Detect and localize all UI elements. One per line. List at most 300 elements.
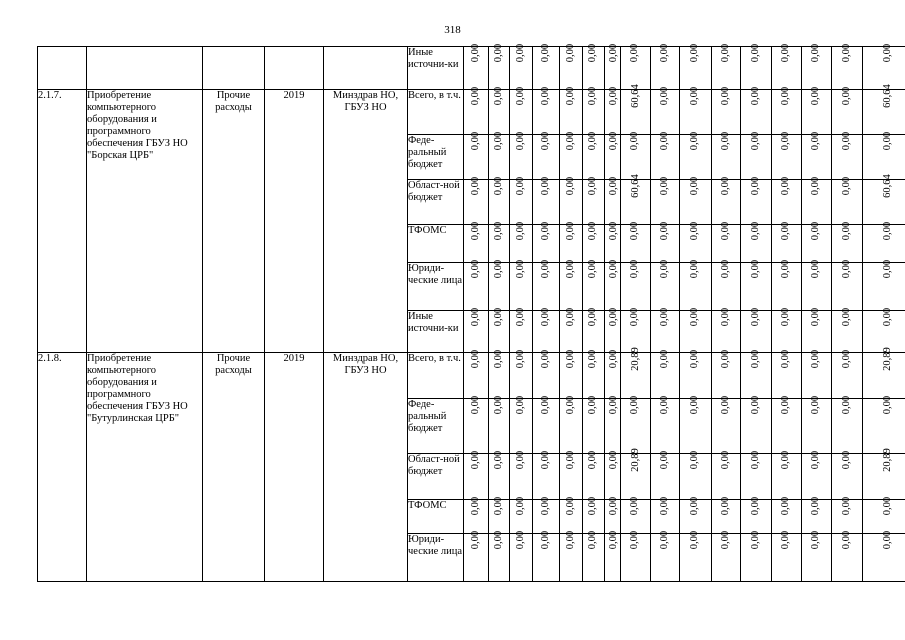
- item-executor: Минздрав НО, ГБУЗ НО: [324, 353, 408, 582]
- value-cell: [489, 259, 510, 311]
- value-text: 0,00: [565, 450, 576, 470]
- value-cell: [533, 131, 560, 180]
- value-text: 0,00: [540, 86, 551, 106]
- value-text: 0,00: [659, 176, 670, 196]
- value-cell: [464, 43, 489, 90]
- value-cell: [802, 450, 832, 500]
- value-cell: [583, 395, 605, 454]
- value-text: 0,00: [659, 86, 670, 106]
- value-cell: [489, 86, 510, 135]
- value-cell: [863, 84, 905, 135]
- value-text: 0,00: [750, 530, 761, 550]
- source-cell: Иные источни-ки: [408, 47, 464, 90]
- value-text: 0,00: [720, 259, 731, 279]
- value-cell: [832, 131, 863, 180]
- value-text: 0,00: [780, 221, 792, 241]
- value-text: 0,00: [882, 496, 893, 516]
- value-cell: [772, 43, 802, 90]
- value-text: 0,00: [720, 43, 731, 63]
- value-cell: [832, 307, 863, 353]
- value-cell: [560, 43, 583, 90]
- value-text: 0,00: [470, 496, 481, 516]
- value-cell: [863, 221, 905, 263]
- value-cell: [680, 86, 712, 135]
- source-cell: Феде-ральный бюджет: [408, 135, 464, 180]
- budget-table-body: [38, 43, 905, 582]
- value-text: 0,00: [720, 221, 731, 241]
- value-text: 0,00: [629, 496, 641, 516]
- value-text: 0,00: [750, 131, 761, 151]
- value-cell: [621, 221, 651, 263]
- value-text: 0,00: [565, 176, 576, 196]
- value-cell: [560, 86, 583, 135]
- value-text: 0,00: [540, 349, 551, 369]
- value-cell: [464, 86, 489, 135]
- value-cell: [560, 395, 583, 454]
- value-text: 0,00: [810, 496, 822, 516]
- value-text: 0,00: [841, 43, 852, 63]
- value-cell: [605, 307, 621, 353]
- source-cell: Юриди-ческие лица: [408, 534, 464, 582]
- value-text: 0,00: [540, 176, 551, 196]
- value-text: 0,00: [608, 176, 620, 196]
- value-text: 0,00: [659, 131, 670, 151]
- value-cell: [680, 530, 712, 582]
- value-cell: [583, 496, 605, 534]
- value-text: 0,00: [629, 307, 641, 327]
- value-text: 0,00: [689, 221, 701, 241]
- value-text: 0,00: [565, 221, 576, 241]
- value-text: 0,00: [810, 307, 822, 327]
- value-text: 0,00: [689, 43, 701, 63]
- value-cell: [712, 43, 741, 90]
- value-text: 0,00: [689, 307, 701, 327]
- value-text: 0,00: [720, 530, 731, 550]
- value-text: 0,00: [608, 530, 620, 550]
- value-cell: [802, 221, 832, 263]
- value-text: 0,00: [629, 259, 641, 279]
- value-cell: [510, 395, 533, 454]
- value-text: 60,64: [629, 174, 641, 198]
- value-text: 0,00: [810, 450, 822, 470]
- value-cell: [802, 307, 832, 353]
- value-cell: [583, 349, 605, 399]
- value-cell: [489, 131, 510, 180]
- value-text: 0,00: [882, 307, 893, 327]
- value-text: 0,00: [810, 86, 822, 106]
- value-text: 0,00: [493, 450, 504, 470]
- value-text: 0,00: [515, 450, 526, 470]
- value-cell: [533, 221, 560, 263]
- value-text: 0,00: [882, 530, 893, 550]
- value-cell: [832, 86, 863, 135]
- value-cell: [605, 395, 621, 454]
- value-text: 0,00: [493, 530, 504, 550]
- value-cell: [560, 307, 583, 353]
- value-cell: [533, 450, 560, 500]
- value-cell: [510, 259, 533, 311]
- value-text: 0,00: [750, 176, 761, 196]
- value-cell: [680, 349, 712, 399]
- value-text: 0,00: [587, 176, 599, 196]
- value-cell: [489, 530, 510, 582]
- value-text: 0,00: [629, 221, 641, 241]
- value-cell: [621, 347, 651, 399]
- value-text: 0,00: [750, 86, 761, 106]
- value-text: 0,00: [841, 176, 852, 196]
- value-cell: [712, 307, 741, 353]
- empty-cell: [203, 47, 265, 90]
- value-text: 0,00: [587, 221, 599, 241]
- value-text: 0,00: [720, 349, 731, 369]
- value-text: 0,00: [629, 395, 641, 415]
- value-cell: [583, 43, 605, 90]
- value-text: 0,00: [470, 395, 481, 415]
- value-cell: [741, 450, 772, 500]
- value-cell: [583, 259, 605, 311]
- value-cell: [464, 221, 489, 263]
- value-cell: [510, 307, 533, 353]
- value-text: 0,00: [540, 395, 551, 415]
- value-cell: [560, 450, 583, 500]
- value-text: 0,00: [608, 221, 620, 241]
- table-row: [38, 353, 905, 399]
- value-text: 0,00: [565, 395, 576, 415]
- value-text: 0,00: [493, 496, 504, 516]
- value-cell: [533, 259, 560, 311]
- value-cell: [863, 174, 905, 225]
- value-text: 0,00: [659, 307, 670, 327]
- value-text: 0,00: [540, 259, 551, 279]
- page-number: 318: [444, 24, 461, 36]
- value-cell: [712, 496, 741, 534]
- value-text: 0,00: [493, 221, 504, 241]
- source-cell: Всего, в т.ч.: [408, 90, 464, 135]
- item-type: Прочие расходы: [203, 90, 265, 353]
- value-text: 0,00: [608, 496, 620, 516]
- value-text: 0,00: [780, 86, 792, 106]
- value-cell: [802, 176, 832, 225]
- value-cell: [464, 259, 489, 311]
- value-cell: [621, 530, 651, 582]
- value-text: 0,00: [841, 307, 852, 327]
- value-cell: [741, 131, 772, 180]
- value-text: 0,00: [515, 86, 526, 106]
- value-text: 0,00: [608, 131, 620, 151]
- value-cell: [621, 84, 651, 135]
- value-text: 0,00: [689, 496, 701, 516]
- source-cell: Всего, в т.ч.: [408, 353, 464, 399]
- value-cell: [712, 450, 741, 500]
- item-year: 2019: [265, 353, 324, 582]
- value-cell: [464, 395, 489, 454]
- value-cell: [651, 221, 680, 263]
- value-cell: [741, 221, 772, 263]
- value-cell: [583, 86, 605, 135]
- value-cell: [489, 43, 510, 90]
- value-cell: [741, 307, 772, 353]
- value-text: 0,00: [841, 530, 852, 550]
- value-cell: [605, 176, 621, 225]
- value-text: 0,00: [608, 450, 620, 470]
- value-cell: [489, 221, 510, 263]
- value-cell: [712, 131, 741, 180]
- value-cell: [712, 176, 741, 225]
- value-cell: [680, 307, 712, 353]
- value-cell: [832, 176, 863, 225]
- value-text: 0,00: [565, 86, 576, 106]
- source-cell: ТФОМС: [408, 225, 464, 263]
- value-text: 0,00: [493, 259, 504, 279]
- empty-cell: [87, 47, 203, 90]
- value-cell: [712, 221, 741, 263]
- value-cell: [712, 349, 741, 399]
- value-cell: [464, 131, 489, 180]
- value-text: 20,89: [629, 347, 641, 371]
- value-cell: [560, 221, 583, 263]
- value-cell: [832, 259, 863, 311]
- value-text: 0,00: [780, 349, 792, 369]
- value-cell: [651, 86, 680, 135]
- value-cell: [605, 131, 621, 180]
- value-text: 0,00: [841, 86, 852, 106]
- value-cell: [583, 307, 605, 353]
- item-code: 2.1.8.: [38, 353, 87, 582]
- value-text: 0,00: [841, 450, 852, 470]
- value-cell: [510, 176, 533, 225]
- value-cell: [832, 530, 863, 582]
- value-text: 0,00: [750, 395, 761, 415]
- value-text: 0,00: [608, 349, 620, 369]
- value-cell: [651, 395, 680, 454]
- item-executor: Минздрав НО, ГБУЗ НО: [324, 90, 408, 353]
- value-text: 0,00: [659, 259, 670, 279]
- value-text: 0,00: [810, 349, 822, 369]
- value-cell: [680, 450, 712, 500]
- value-cell: [533, 496, 560, 534]
- value-text: 0,00: [608, 395, 620, 415]
- value-cell: [464, 176, 489, 225]
- value-cell: [802, 395, 832, 454]
- value-text: 0,00: [587, 496, 599, 516]
- value-text: 0,00: [720, 176, 731, 196]
- value-cell: [560, 530, 583, 582]
- value-cell: [489, 307, 510, 353]
- source-cell: Юриди-ческие лица: [408, 263, 464, 311]
- value-text: 0,00: [810, 395, 822, 415]
- value-cell: [489, 176, 510, 225]
- value-text: 0,00: [470, 530, 481, 550]
- value-cell: [464, 307, 489, 353]
- value-text: 0,00: [841, 496, 852, 516]
- value-text: 0,00: [750, 43, 761, 63]
- value-cell: [712, 530, 741, 582]
- value-cell: [772, 496, 802, 534]
- value-cell: [802, 131, 832, 180]
- value-cell: [533, 43, 560, 90]
- value-cell: [680, 395, 712, 454]
- value-cell: [863, 496, 905, 534]
- value-text: 60,64: [629, 84, 641, 108]
- value-cell: [533, 307, 560, 353]
- value-cell: [802, 349, 832, 399]
- table-row: [38, 90, 905, 135]
- value-cell: [464, 349, 489, 399]
- value-text: 0,00: [720, 307, 731, 327]
- value-cell: [621, 259, 651, 311]
- value-cell: [741, 530, 772, 582]
- value-text: 0,00: [587, 307, 599, 327]
- value-cell: [863, 530, 905, 582]
- value-text: 0,00: [470, 221, 481, 241]
- value-cell: [832, 450, 863, 500]
- value-cell: [741, 86, 772, 135]
- value-cell: [712, 259, 741, 311]
- value-text: 0,00: [689, 530, 701, 550]
- value-text: 0,00: [470, 307, 481, 327]
- value-text: 0,00: [659, 43, 670, 63]
- value-text: 0,00: [882, 395, 893, 415]
- value-text: 0,00: [841, 349, 852, 369]
- value-cell: [583, 221, 605, 263]
- value-cell: [533, 349, 560, 399]
- value-cell: [863, 347, 905, 399]
- value-text: 0,00: [810, 43, 822, 63]
- value-cell: [560, 259, 583, 311]
- value-text: 0,00: [780, 131, 792, 151]
- value-text: 0,00: [587, 349, 599, 369]
- value-cell: [605, 86, 621, 135]
- value-cell: [560, 176, 583, 225]
- value-text: 0,00: [841, 395, 852, 415]
- value-text: 0,00: [750, 496, 761, 516]
- value-text: 0,00: [882, 43, 893, 63]
- value-cell: [621, 395, 651, 454]
- value-text: 0,00: [540, 496, 551, 516]
- value-text: 0,00: [659, 530, 670, 550]
- value-cell: [741, 259, 772, 311]
- value-cell: [741, 43, 772, 90]
- value-text: 0,00: [750, 307, 761, 327]
- value-text: 0,00: [540, 221, 551, 241]
- value-cell: [772, 131, 802, 180]
- value-text: 0,00: [841, 259, 852, 279]
- value-cell: [605, 349, 621, 399]
- value-cell: [832, 496, 863, 534]
- value-text: 0,00: [810, 259, 822, 279]
- value-text: 0,00: [810, 530, 822, 550]
- value-text: 0,00: [540, 307, 551, 327]
- value-cell: [489, 395, 510, 454]
- value-cell: [832, 43, 863, 90]
- value-text: 0,00: [629, 131, 641, 151]
- value-text: 0,00: [493, 131, 504, 151]
- value-cell: [489, 349, 510, 399]
- value-cell: [510, 131, 533, 180]
- value-cell: [489, 496, 510, 534]
- value-cell: [832, 221, 863, 263]
- value-cell: [680, 496, 712, 534]
- value-cell: [651, 496, 680, 534]
- value-text: 0,00: [587, 259, 599, 279]
- value-text: 60,64: [882, 84, 893, 108]
- value-cell: [533, 176, 560, 225]
- value-text: 20,89: [629, 448, 641, 472]
- value-text: 0,00: [515, 43, 526, 63]
- value-cell: [533, 395, 560, 454]
- value-text: 0,00: [882, 131, 893, 151]
- value-cell: [741, 395, 772, 454]
- value-text: 60,64: [882, 174, 893, 198]
- value-cell: [680, 259, 712, 311]
- value-cell: [510, 43, 533, 90]
- value-cell: [680, 221, 712, 263]
- value-text: 0,00: [608, 86, 620, 106]
- item-name: Приобретение компьютерного оборудования и программного обеспечения ГБУЗ НО "Бутурлинская ЦРБ": [87, 353, 203, 582]
- value-cell: [533, 530, 560, 582]
- value-text: 0,00: [493, 176, 504, 196]
- value-cell: [651, 530, 680, 582]
- value-cell: [464, 496, 489, 534]
- value-text: 0,00: [608, 259, 620, 279]
- value-text: 0,00: [470, 86, 481, 106]
- value-cell: [680, 131, 712, 180]
- value-text: 0,00: [565, 259, 576, 279]
- empty-cell: [324, 47, 408, 90]
- value-text: 20,89: [882, 448, 893, 472]
- value-text: 0,00: [720, 496, 731, 516]
- value-cell: [741, 349, 772, 399]
- value-text: 0,00: [882, 221, 893, 241]
- source-cell: Област-ной бюджет: [408, 180, 464, 225]
- value-cell: [621, 131, 651, 180]
- value-text: 0,00: [750, 450, 761, 470]
- value-text: 0,00: [493, 307, 504, 327]
- value-cell: [621, 174, 651, 225]
- value-cell: [510, 530, 533, 582]
- value-text: 0,00: [608, 307, 620, 327]
- value-text: 0,00: [470, 349, 481, 369]
- value-cell: [741, 496, 772, 534]
- value-text: 0,00: [515, 259, 526, 279]
- value-text: 0,00: [780, 307, 792, 327]
- value-cell: [651, 131, 680, 180]
- value-text: 0,00: [565, 530, 576, 550]
- value-cell: [621, 307, 651, 353]
- value-cell: [510, 450, 533, 500]
- value-text: 0,00: [720, 395, 731, 415]
- value-text: 0,00: [882, 259, 893, 279]
- budget-table: [37, 43, 905, 582]
- value-cell: [712, 86, 741, 135]
- value-cell: [772, 176, 802, 225]
- value-text: 0,00: [587, 86, 599, 106]
- value-text: 0,00: [540, 530, 551, 550]
- value-text: 0,00: [515, 530, 526, 550]
- value-text: 0,00: [750, 259, 761, 279]
- value-text: 0,00: [750, 349, 761, 369]
- value-cell: [772, 259, 802, 311]
- value-cell: [651, 349, 680, 399]
- value-text: 0,00: [515, 349, 526, 369]
- value-cell: [772, 530, 802, 582]
- value-cell: [712, 395, 741, 454]
- value-cell: [863, 131, 905, 180]
- value-cell: [863, 448, 905, 500]
- value-cell: [651, 307, 680, 353]
- value-text: 0,00: [810, 221, 822, 241]
- value-text: 0,00: [493, 349, 504, 369]
